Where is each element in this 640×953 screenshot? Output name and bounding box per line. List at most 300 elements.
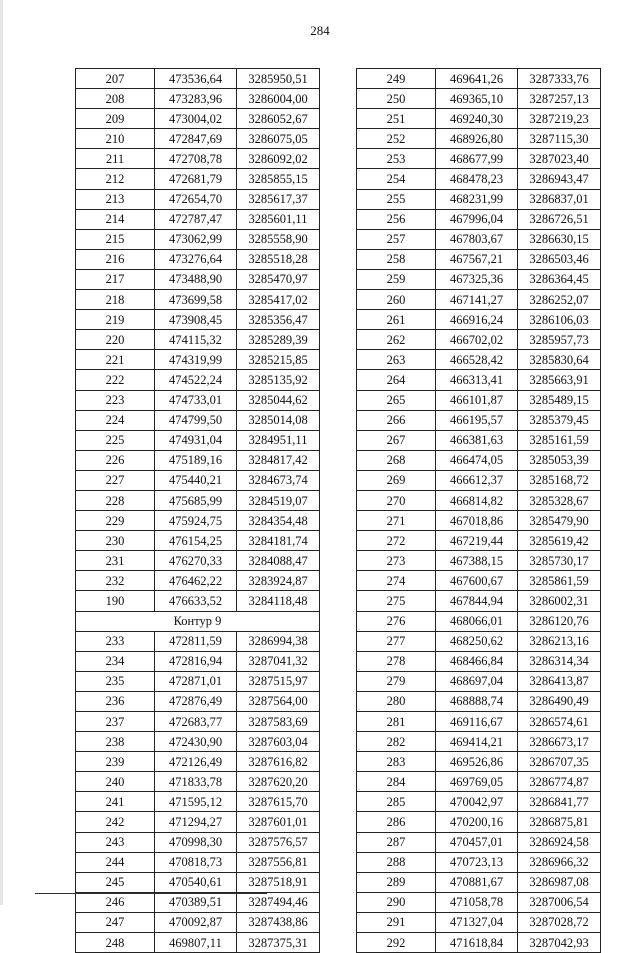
- x-coordinate: 470389,51: [155, 892, 237, 912]
- x-coordinate: 472871,01: [155, 671, 237, 691]
- x-coordinate: 473908,45: [155, 310, 237, 330]
- point-number: 233: [76, 631, 155, 651]
- table-row: [76, 591, 320, 611]
- y-coordinate: 3287564,00: [237, 691, 320, 711]
- y-coordinate: 3286364,45: [518, 269, 601, 289]
- table-row: [76, 310, 320, 330]
- y-coordinate: 3285830,64: [518, 350, 601, 370]
- y-coordinate: 3285950,51: [237, 69, 320, 89]
- x-coordinate: 466313,41: [436, 370, 518, 390]
- x-coordinate: 469240,30: [436, 109, 518, 129]
- point-number: 218: [76, 290, 155, 310]
- y-coordinate: 3285518,28: [237, 249, 320, 269]
- x-coordinate: 472708,78: [155, 149, 237, 169]
- point-number: 241: [76, 792, 155, 812]
- table-row: [76, 350, 320, 370]
- y-coordinate: 3286774,87: [518, 772, 601, 792]
- table-row: [76, 792, 320, 812]
- x-coordinate: 474733,01: [155, 390, 237, 410]
- x-coordinate: 472847,69: [155, 129, 237, 149]
- point-number: 262: [357, 330, 436, 350]
- x-coordinate: 469414,21: [436, 732, 518, 752]
- point-number: 223: [76, 390, 155, 410]
- point-number: 269: [357, 470, 436, 490]
- point-number: 230: [76, 531, 155, 551]
- point-number: 249: [357, 69, 436, 89]
- point-number: 250: [357, 89, 436, 109]
- table-row: [76, 752, 320, 772]
- x-coordinate: 466612,37: [436, 470, 518, 490]
- x-coordinate: 467996,04: [436, 209, 518, 229]
- x-coordinate: 471833,78: [155, 772, 237, 792]
- point-number: 248: [76, 933, 155, 953]
- y-coordinate: 3287438,86: [237, 912, 320, 932]
- table-row: [76, 671, 320, 691]
- table-row: [76, 450, 320, 470]
- point-number: 234: [76, 651, 155, 671]
- table-row: [76, 852, 320, 872]
- y-coordinate: 3284673,74: [237, 470, 320, 490]
- y-coordinate: 3286875,81: [518, 812, 601, 832]
- table-row: [76, 933, 320, 953]
- x-coordinate: 472654,70: [155, 189, 237, 209]
- table-row: [76, 69, 320, 89]
- x-coordinate: 468888,74: [436, 691, 518, 711]
- x-coordinate: 474115,32: [155, 330, 237, 350]
- x-coordinate: 474319,99: [155, 350, 237, 370]
- point-number: 225: [76, 430, 155, 450]
- y-coordinate: 3287601,01: [237, 812, 320, 832]
- table-row: [76, 189, 320, 209]
- table-row: [357, 390, 601, 410]
- section-title: Контур 9: [76, 611, 320, 631]
- point-number: 217: [76, 269, 155, 289]
- table-row: [357, 772, 601, 792]
- y-coordinate: 3284354,48: [237, 511, 320, 531]
- point-number: 212: [76, 169, 155, 189]
- table-row: [76, 249, 320, 269]
- point-number: 282: [357, 732, 436, 752]
- y-coordinate: 3286503,46: [518, 249, 601, 269]
- table-row: [357, 69, 601, 89]
- y-coordinate: 3285489,15: [518, 390, 601, 410]
- y-coordinate: 3286943,47: [518, 169, 601, 189]
- point-number: 257: [357, 229, 436, 249]
- point-number: 209: [76, 109, 155, 129]
- y-coordinate: 3286490,49: [518, 691, 601, 711]
- y-coordinate: 3287042,93: [518, 933, 601, 953]
- x-coordinate: 473699,58: [155, 290, 237, 310]
- point-number: 222: [76, 370, 155, 390]
- table-row: [357, 732, 601, 752]
- x-coordinate: 467141,27: [436, 290, 518, 310]
- y-coordinate: 3287041,32: [237, 651, 320, 671]
- x-coordinate: 476633,52: [155, 591, 237, 611]
- y-coordinate: 3287583,69: [237, 712, 320, 732]
- x-coordinate: 468250,62: [436, 631, 518, 651]
- table-row: [357, 370, 601, 390]
- y-coordinate: 3285044,62: [237, 390, 320, 410]
- y-coordinate: 3286726,51: [518, 209, 601, 229]
- y-coordinate: 3285215,85: [237, 350, 320, 370]
- point-number: 275: [357, 591, 436, 611]
- table-row: [76, 470, 320, 490]
- x-coordinate: 468478,23: [436, 169, 518, 189]
- table-row: [76, 390, 320, 410]
- point-number: 242: [76, 812, 155, 832]
- table-row: [357, 350, 601, 370]
- x-coordinate: 476270,33: [155, 551, 237, 571]
- x-coordinate: 470818,73: [155, 852, 237, 872]
- y-coordinate: 3285730,17: [518, 551, 601, 571]
- point-number: 268: [357, 450, 436, 470]
- point-number: 290: [357, 892, 436, 912]
- point-number: 236: [76, 691, 155, 711]
- x-coordinate: 474799,50: [155, 410, 237, 430]
- table-row: [357, 671, 601, 691]
- x-coordinate: 469365,10: [436, 89, 518, 109]
- table-row: [76, 290, 320, 310]
- y-coordinate: 3285289,39: [237, 330, 320, 350]
- table-row: [357, 511, 601, 531]
- x-coordinate: 471595,12: [155, 792, 237, 812]
- point-number: 255: [357, 189, 436, 209]
- table-row: [357, 410, 601, 430]
- y-coordinate: 3286252,07: [518, 290, 601, 310]
- y-coordinate: 3285053,39: [518, 450, 601, 470]
- table-row: [357, 832, 601, 852]
- table-row: [76, 410, 320, 430]
- table-row: [76, 370, 320, 390]
- x-coordinate: 470042,97: [436, 792, 518, 812]
- y-coordinate: 3287006,54: [518, 892, 601, 912]
- point-number: 289: [357, 872, 436, 892]
- y-coordinate: 3287518,91: [237, 872, 320, 892]
- x-coordinate: 470998,30: [155, 832, 237, 852]
- table-row: [357, 651, 601, 671]
- point-number: 258: [357, 249, 436, 269]
- y-coordinate: 3284519,07: [237, 490, 320, 510]
- x-coordinate: 466101,87: [436, 390, 518, 410]
- point-number: 274: [357, 571, 436, 591]
- y-coordinate: 3287219,23: [518, 109, 601, 129]
- y-coordinate: 3285617,37: [237, 189, 320, 209]
- y-coordinate: 3284181,74: [237, 531, 320, 551]
- x-coordinate: 467844,94: [436, 591, 518, 611]
- y-coordinate: 3285417,02: [237, 290, 320, 310]
- x-coordinate: 471327,04: [436, 912, 518, 932]
- point-number: 291: [357, 912, 436, 932]
- x-coordinate: 467600,67: [436, 571, 518, 591]
- page-number: 284: [310, 23, 330, 38]
- table-row: [76, 531, 320, 551]
- y-coordinate: 3286075,05: [237, 129, 320, 149]
- table-row: [357, 852, 601, 872]
- table-row: [76, 109, 320, 129]
- table-row: [357, 290, 601, 310]
- x-coordinate: 472816,94: [155, 651, 237, 671]
- x-coordinate: 473004,02: [155, 109, 237, 129]
- y-coordinate: 3285379,45: [518, 410, 601, 430]
- table-row: [357, 310, 601, 330]
- table-row: [76, 490, 320, 510]
- y-coordinate: 3287115,30: [518, 129, 601, 149]
- y-coordinate: 3285161,59: [518, 430, 601, 450]
- point-number: 251: [357, 109, 436, 129]
- point-number: 252: [357, 129, 436, 149]
- point-number: 292: [357, 933, 436, 953]
- y-coordinate: 3285957,73: [518, 330, 601, 350]
- y-coordinate: 3286213,16: [518, 631, 601, 651]
- x-coordinate: 473062,99: [155, 229, 237, 249]
- y-coordinate: 3283924,87: [237, 571, 320, 591]
- table-row: [76, 732, 320, 752]
- y-coordinate: 3287257,13: [518, 89, 601, 109]
- y-coordinate: 3284951,11: [237, 430, 320, 450]
- coordinates-table-right: [356, 68, 601, 953]
- y-coordinate: 3286841,77: [518, 792, 601, 812]
- table-row: [357, 149, 601, 169]
- x-coordinate: 472787,47: [155, 209, 237, 229]
- point-number: 211: [76, 149, 155, 169]
- point-number: 288: [357, 852, 436, 872]
- y-coordinate: 3285558,90: [237, 229, 320, 249]
- y-coordinate: 3285014,08: [237, 410, 320, 430]
- y-coordinate: 3285479,90: [518, 511, 601, 531]
- y-coordinate: 3287620,20: [237, 772, 320, 792]
- x-coordinate: 471294,27: [155, 812, 237, 832]
- x-coordinate: 469526,86: [436, 752, 518, 772]
- point-number: 286: [357, 812, 436, 832]
- x-coordinate: 475924,75: [155, 511, 237, 531]
- point-number: 235: [76, 671, 155, 691]
- y-coordinate: 3285135,92: [237, 370, 320, 390]
- x-coordinate: 472876,49: [155, 691, 237, 711]
- x-coordinate: 473283,96: [155, 89, 237, 109]
- y-coordinate: 3286574,61: [518, 712, 601, 732]
- point-number: 213: [76, 189, 155, 209]
- point-number: 278: [357, 651, 436, 671]
- point-number: 219: [76, 310, 155, 330]
- x-coordinate: 468066,01: [436, 611, 518, 631]
- table-row: [357, 571, 601, 591]
- x-coordinate: 466916,24: [436, 310, 518, 330]
- x-coordinate: 472681,79: [155, 169, 237, 189]
- y-coordinate: 3286413,87: [518, 671, 601, 691]
- x-coordinate: 470881,67: [436, 872, 518, 892]
- x-coordinate: 466528,42: [436, 350, 518, 370]
- y-coordinate: 3287494,46: [237, 892, 320, 912]
- y-coordinate: 3285619,42: [518, 531, 601, 551]
- y-coordinate: 3285601,11: [237, 209, 320, 229]
- table-row: [76, 631, 320, 651]
- point-number: 254: [357, 169, 436, 189]
- point-number: 272: [357, 531, 436, 551]
- x-coordinate: 471058,78: [436, 892, 518, 912]
- table-row: [357, 89, 601, 109]
- section-header-row: [76, 611, 320, 631]
- table-row: [76, 511, 320, 531]
- point-number: 237: [76, 712, 155, 732]
- x-coordinate: 466381,63: [436, 430, 518, 450]
- point-number: 243: [76, 832, 155, 852]
- point-number: 270: [357, 490, 436, 510]
- x-coordinate: 470540,61: [155, 872, 237, 892]
- point-number: 216: [76, 249, 155, 269]
- x-coordinate: 470092,87: [155, 912, 237, 932]
- table-row: [357, 551, 601, 571]
- point-number: 280: [357, 691, 436, 711]
- x-coordinate: 475189,16: [155, 450, 237, 470]
- y-coordinate: 3286673,17: [518, 732, 601, 752]
- point-number: 215: [76, 229, 155, 249]
- y-coordinate: 3285168,72: [518, 470, 601, 490]
- x-coordinate: 475685,99: [155, 490, 237, 510]
- table-row: [357, 450, 601, 470]
- table-row: [76, 812, 320, 832]
- table-row: [357, 631, 601, 651]
- table-row: [357, 189, 601, 209]
- x-coordinate: 474931,04: [155, 430, 237, 450]
- x-coordinate: 471618,84: [436, 933, 518, 953]
- y-coordinate: 3285855,15: [237, 169, 320, 189]
- x-coordinate: 467803,67: [436, 229, 518, 249]
- table-row: [357, 912, 601, 932]
- table-row: [76, 551, 320, 571]
- table-row: [357, 872, 601, 892]
- point-number: 220: [76, 330, 155, 350]
- table-row: [357, 691, 601, 711]
- x-coordinate: 476154,25: [155, 531, 237, 551]
- y-coordinate: 3285861,59: [518, 571, 601, 591]
- table-row: [357, 169, 601, 189]
- x-coordinate: 469807,11: [155, 933, 237, 953]
- table-row: [76, 330, 320, 350]
- y-coordinate: 3286120,76: [518, 611, 601, 631]
- x-coordinate: 468231,99: [436, 189, 518, 209]
- x-coordinate: 468677,99: [436, 149, 518, 169]
- table-row: [357, 430, 601, 450]
- point-number: 232: [76, 571, 155, 591]
- table-row: [76, 872, 320, 892]
- point-number: 245: [76, 872, 155, 892]
- x-coordinate: 466474,05: [436, 450, 518, 470]
- table-row: [357, 249, 601, 269]
- point-number: 224: [76, 410, 155, 430]
- table-row: [357, 752, 601, 772]
- point-number: 190: [76, 591, 155, 611]
- y-coordinate: 3286994,38: [237, 631, 320, 651]
- y-coordinate: 3287576,57: [237, 832, 320, 852]
- table-row: [357, 892, 601, 912]
- table-row: [357, 269, 601, 289]
- point-number: 244: [76, 852, 155, 872]
- point-number: 265: [357, 390, 436, 410]
- x-coordinate: 473536,64: [155, 69, 237, 89]
- y-coordinate: 3284118,48: [237, 591, 320, 611]
- table-row: [76, 912, 320, 932]
- y-coordinate: 3285663,91: [518, 370, 601, 390]
- x-coordinate: 469769,05: [436, 772, 518, 792]
- table-row: [357, 490, 601, 510]
- y-coordinate: 3287556,81: [237, 852, 320, 872]
- x-coordinate: 472126,49: [155, 752, 237, 772]
- table-row: [76, 691, 320, 711]
- y-coordinate: 3286106,03: [518, 310, 601, 330]
- y-coordinate: 3286004,00: [237, 89, 320, 109]
- x-coordinate: 472683,77: [155, 712, 237, 732]
- table-row: [357, 531, 601, 551]
- table-row: [357, 933, 601, 953]
- point-number: 228: [76, 490, 155, 510]
- y-coordinate: 3286837,01: [518, 189, 601, 209]
- x-coordinate: 474522,24: [155, 370, 237, 390]
- table-row: [357, 712, 601, 732]
- y-coordinate: 3285356,47: [237, 310, 320, 330]
- x-coordinate: 473488,90: [155, 269, 237, 289]
- table-row: [76, 571, 320, 591]
- table-row: [357, 129, 601, 149]
- point-number: 283: [357, 752, 436, 772]
- point-number: 277: [357, 631, 436, 651]
- table-row: [76, 712, 320, 732]
- x-coordinate: 472811,59: [155, 631, 237, 651]
- y-coordinate: 3285328,67: [518, 490, 601, 510]
- table-row: [357, 109, 601, 129]
- x-coordinate: 467018,86: [436, 511, 518, 531]
- x-coordinate: 466702,02: [436, 330, 518, 350]
- x-coordinate: 466814,82: [436, 490, 518, 510]
- point-number: 261: [357, 310, 436, 330]
- y-coordinate: 3287023,40: [518, 149, 601, 169]
- point-number: 266: [357, 410, 436, 430]
- x-coordinate: 468466,84: [436, 651, 518, 671]
- x-coordinate: 476462,22: [155, 571, 237, 591]
- y-coordinate: 3286924,58: [518, 832, 601, 852]
- x-coordinate: 469641,26: [436, 69, 518, 89]
- table-row: [76, 772, 320, 792]
- point-number: 231: [76, 551, 155, 571]
- x-coordinate: 468697,04: [436, 671, 518, 691]
- x-coordinate: 469116,67: [436, 712, 518, 732]
- x-coordinate: 466195,57: [436, 410, 518, 430]
- table-row: [357, 209, 601, 229]
- x-coordinate: 468926,80: [436, 129, 518, 149]
- point-number: 260: [357, 290, 436, 310]
- x-coordinate: 470457,01: [436, 832, 518, 852]
- point-number: 240: [76, 772, 155, 792]
- table-row: [76, 209, 320, 229]
- table-row: [76, 89, 320, 109]
- x-coordinate: 467567,21: [436, 249, 518, 269]
- point-number: 207: [76, 69, 155, 89]
- y-coordinate: 3284817,42: [237, 450, 320, 470]
- y-coordinate: 3284088,47: [237, 551, 320, 571]
- point-number: 256: [357, 209, 436, 229]
- point-number: 238: [76, 732, 155, 752]
- table-row: [76, 269, 320, 289]
- y-coordinate: 3287616,82: [237, 752, 320, 772]
- y-coordinate: 3287028,72: [518, 912, 601, 932]
- point-number: 271: [357, 511, 436, 531]
- point-number: 210: [76, 129, 155, 149]
- point-number: 276: [357, 611, 436, 631]
- coordinates-table-left: [75, 68, 320, 953]
- x-coordinate: 467388,15: [436, 551, 518, 571]
- table-row: [357, 812, 601, 832]
- point-number: 247: [76, 912, 155, 932]
- point-number: 246: [76, 892, 155, 912]
